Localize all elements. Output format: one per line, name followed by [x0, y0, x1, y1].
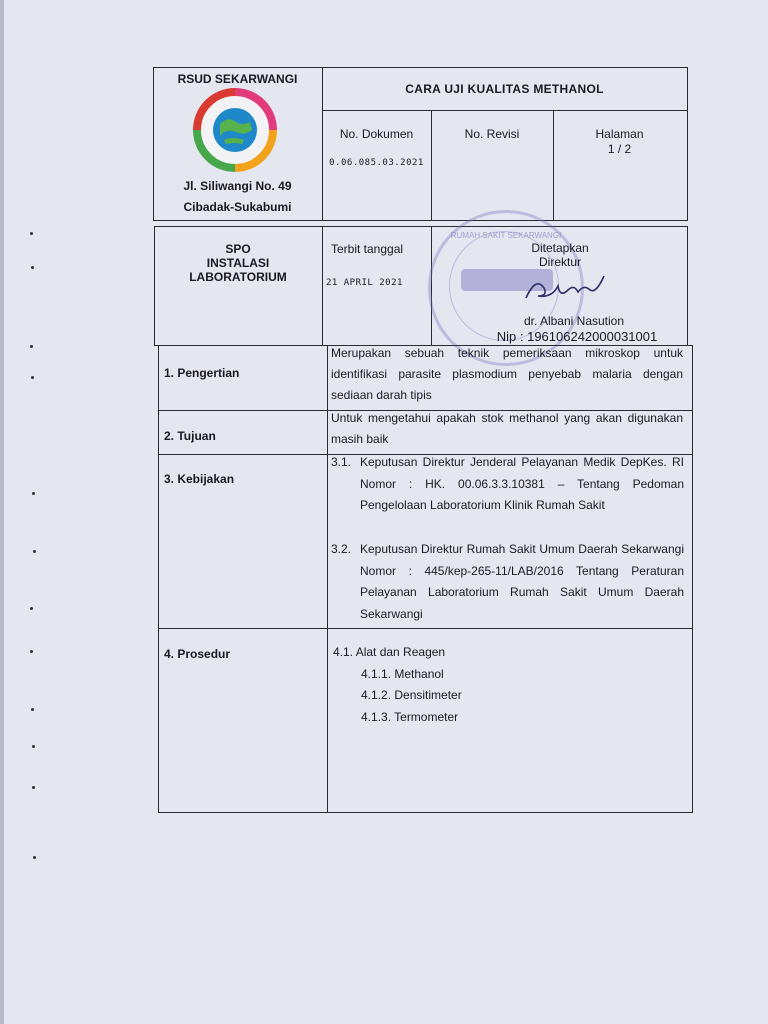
scan-speck: [31, 708, 34, 711]
address-line2: Cibadak-Sukabumi: [183, 200, 292, 214]
section-1-label: 1. Pengertian: [164, 366, 240, 380]
stamp-text: RUMAH SAKIT SEKARWANGI: [450, 231, 562, 240]
procedure-item: 4.1.3. Termometer: [361, 710, 459, 724]
section-2-text: Untuk mengetahui apakah stok methanol yang akan digunakan masih baik: [331, 411, 683, 446]
scan-speck: [33, 550, 36, 553]
policy-2-number: 3.2.: [331, 542, 352, 556]
scan-speck: [30, 232, 33, 235]
procedure-heading: 4.1. Alat dan Reagen: [333, 645, 446, 659]
director-nip: Nip : 196106242000031001: [496, 329, 658, 344]
scan-speck: [32, 745, 35, 748]
spo-unit: INSTALASI: [206, 256, 270, 270]
director-signature: [520, 272, 610, 306]
scan-speck: [31, 376, 34, 379]
spo-department: LABORATORIUM: [189, 270, 287, 284]
doc-number-value: 0.06.085.03.2021: [329, 158, 424, 168]
procedure-item: 4.1.2. Densitimeter: [361, 688, 462, 702]
hospital-name: RSUD SEKARWANGI: [177, 72, 298, 86]
revision-label: No. Revisi: [464, 127, 520, 141]
page-value: 1 / 2: [607, 142, 632, 156]
spo-label: SPO: [225, 242, 251, 256]
director-name: dr. Albani Nasution: [523, 314, 625, 328]
section-2-label: 2. Tujuan: [164, 429, 216, 443]
scan-speck: [33, 856, 36, 859]
policy-1-text: Keputusan Direktur Jenderal Pelayanan Medik DepKes. RI Nomor : HK. 00.06.3.3.10381 – Tentang Pedoman Pengelolaan Laboratorium Klinik Rumah Sakit: [360, 455, 684, 512]
page-label: Halaman: [595, 127, 644, 141]
document-title: CARA UJI KUALITAS METHANOL: [405, 82, 604, 96]
issued-label: Terbit tanggal: [331, 242, 404, 256]
section-1-text: Merupakan sebuah teknik pemeriksaan mikroskop untuk identifikasi parasite plasmodium penyebab malaria dengan sediaan darah tipis: [331, 346, 683, 402]
policy-2-text: Keputusan Direktur Rumah Sakit Umum Daerah Sekarwangi Nomor : 445/kep-265-11/LAB/2016 Tentang Peraturan Pelayanan Laboratorium Rumah Sakit Umum Daerah Sekarwangi: [360, 542, 684, 621]
scan-speck: [30, 607, 33, 610]
issued-date: 21 APRIL 2021: [326, 278, 403, 288]
scan-speck: [30, 345, 33, 348]
section-3-label: 3. Kebijakan: [164, 472, 235, 486]
approved-role: Direktur: [538, 255, 581, 269]
section-4-label: 4. Prosedur: [164, 647, 231, 661]
doc-number-label: No. Dokumen: [339, 127, 414, 141]
address-line1: Jl. Siliwangi No. 49: [183, 179, 292, 193]
hospital-logo: [190, 88, 280, 172]
procedure-item: 4.1.1. Methanol: [361, 667, 444, 681]
scan-speck: [30, 650, 33, 653]
scan-edge: [0, 0, 4, 1024]
scan-speck: [32, 786, 35, 789]
scan-speck: [31, 266, 34, 269]
approved-label: Ditetapkan: [531, 241, 589, 255]
scan-speck: [32, 492, 35, 495]
policy-1-number: 3.1.: [331, 455, 352, 469]
